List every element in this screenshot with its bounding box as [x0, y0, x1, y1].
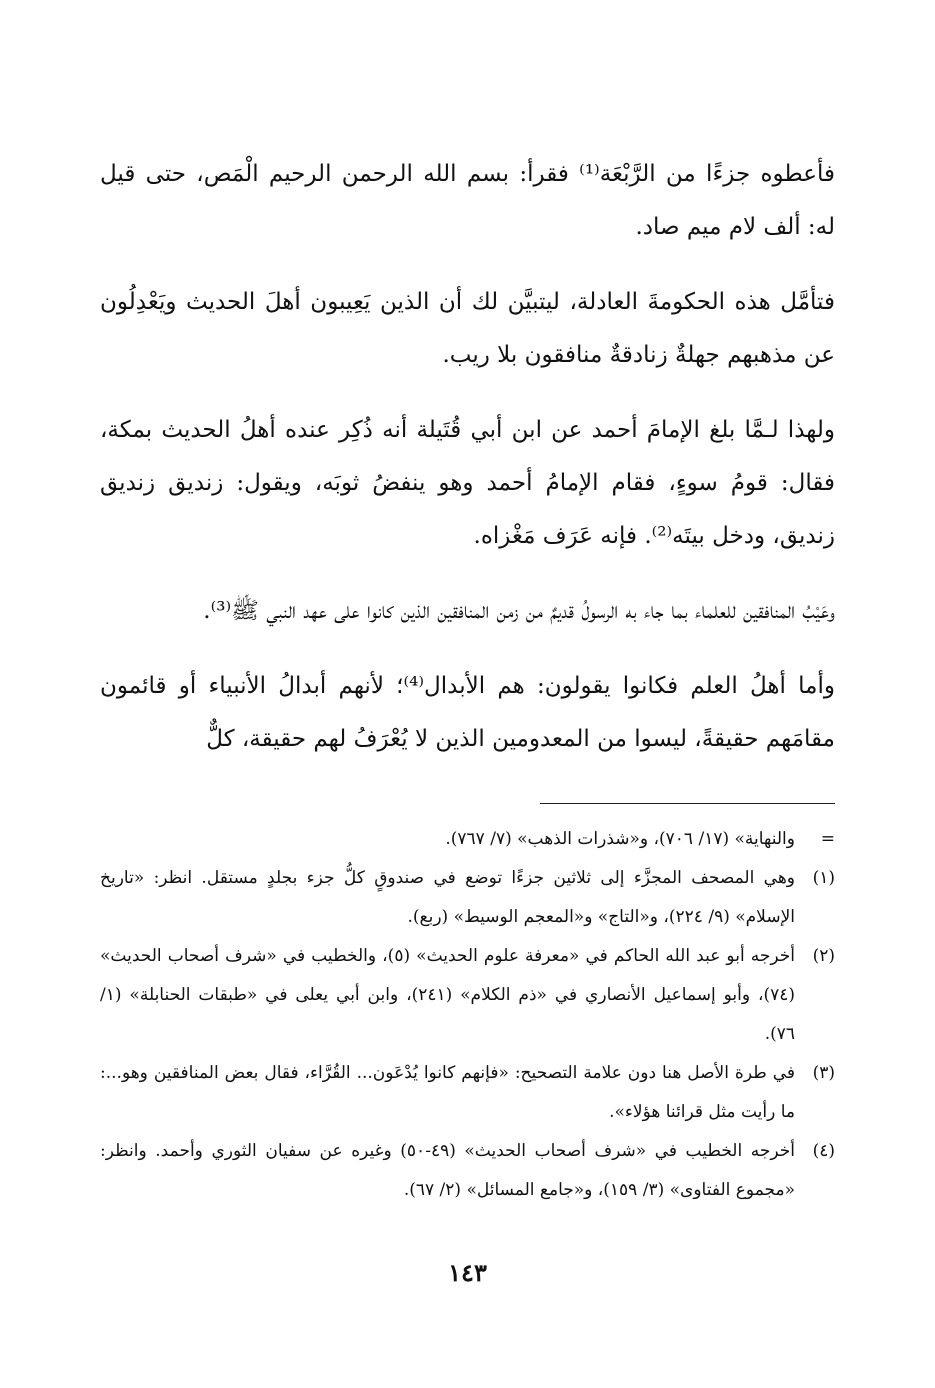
paragraph-5: وأما أهلُ العلم فكانوا يقولون: هم الأبدال⁽⁴⁾؛ لأنهم أبدالُ الأنبياء أو قائمون مقامَهم حقيقةً، ليسوا من المعدومين الذين لا يُعْرَفُ لهم حقيقة، كلٌّ: [100, 673, 835, 752]
paragraph-1: فأعطوه جزءًا من الرَّبْعَة⁽¹⁾ فقرأ: بسم الله الرحمن الرحيم الْمَص، حتى قيل له: ألف لام ميم صاد.: [100, 161, 836, 240]
main-text: [100, 148, 835, 788]
footnote-marker: (١): [812, 868, 835, 888]
footnote-text: في طرة الأصل هنا دون علامة التصحيح: «فإنهم كانوا يُدْعَون... القُرَّاء، فقال بعض المنافقين وهو...: ما رأيت مثل قرائنا هؤلاء».: [100, 1063, 795, 1122]
footnote-2: [100, 937, 835, 1054]
footnote-marker: (٣): [812, 1063, 835, 1083]
page-number: ١٤٣: [448, 1258, 487, 1287]
paragraph-3: ولهذا لـمَّا بلغ الإمامَ أحمد عن ابن أبي قُتَيلة أنه ذُكِر عنده أهلُ الحديث بمكة، فقال: قومُ سوءٍ، فقام الإمامُ أحمد وهو ينفضُ ثوبَه، ويقول: زنديق زنديق زنديق، ودخل بيتَه⁽²⁾. فإنه عَرَف مَغْزاه.: [100, 417, 835, 549]
footnote-separator: [540, 803, 835, 804]
footnote-marker: (٤): [812, 1141, 835, 1161]
footnote-continued: [100, 820, 835, 859]
footnote-1: [100, 859, 835, 937]
footnote-text: أخرجه أبو عبد الله الحاكم في «معرفة علوم الحديث» (٥)، والخطيب في «شرف أصحاب الحديث» (٧٤)، وأبو إسماعيل الأنصاري في «ذم الكلام» (٢٤١)، وابن أبي يعلى في «طبقات الحنابلة» (١/ ٧٦).: [100, 946, 795, 1044]
footnote-text: أخرجه الخطيب في «شرف أصحاب الحديث» (٤٩-٥٠) وغيره عن سفيان الثوري وأحمد. وانظر: «مجموع الفتاوى» (٣/ ١٥٩)، و«جامع المسائل» (٢/ ٦٧).: [100, 1141, 795, 1200]
footnote-4: [100, 1132, 835, 1210]
paragraph-4: وعَيْبُ المنافقين للعلماء بما جاء به الرسولُ قديمٌ من زمن المنافقين الذين كانوا على عهد النبي ﷺ⁽³⁾.: [203, 598, 835, 624]
footnote-3: [100, 1054, 835, 1132]
footnote-marker: (٢): [812, 946, 835, 966]
footnote-text: وهي المصحف المجزَّء إلى ثلاثين جزءًا توضع في صندوقٍ كلُّ جزء بجلدٍ مستقل. انظر: «تاريخ الإسلام» (٩/ ٢٢٤)، و«التاج» و«المعجم الوسيط» (ربع).: [100, 868, 795, 927]
paragraph-2: فتأمَّل هذه الحكومةَ العادلة، ليتبيَّن لك أن الذين يَعِيبون أهلَ الحديث ويَعْدِلُون عن مذهبهم جهلةٌ زنادقةٌ منافقون بلا ريب.: [100, 289, 835, 368]
footnote-text: والنهاية» (١٧/ ٧٠٦)، و«شذرات الذهب» (٧/ ٧٦٧).: [445, 829, 795, 849]
footnotes: [100, 820, 835, 1210]
footnote-marker: =: [820, 829, 835, 849]
